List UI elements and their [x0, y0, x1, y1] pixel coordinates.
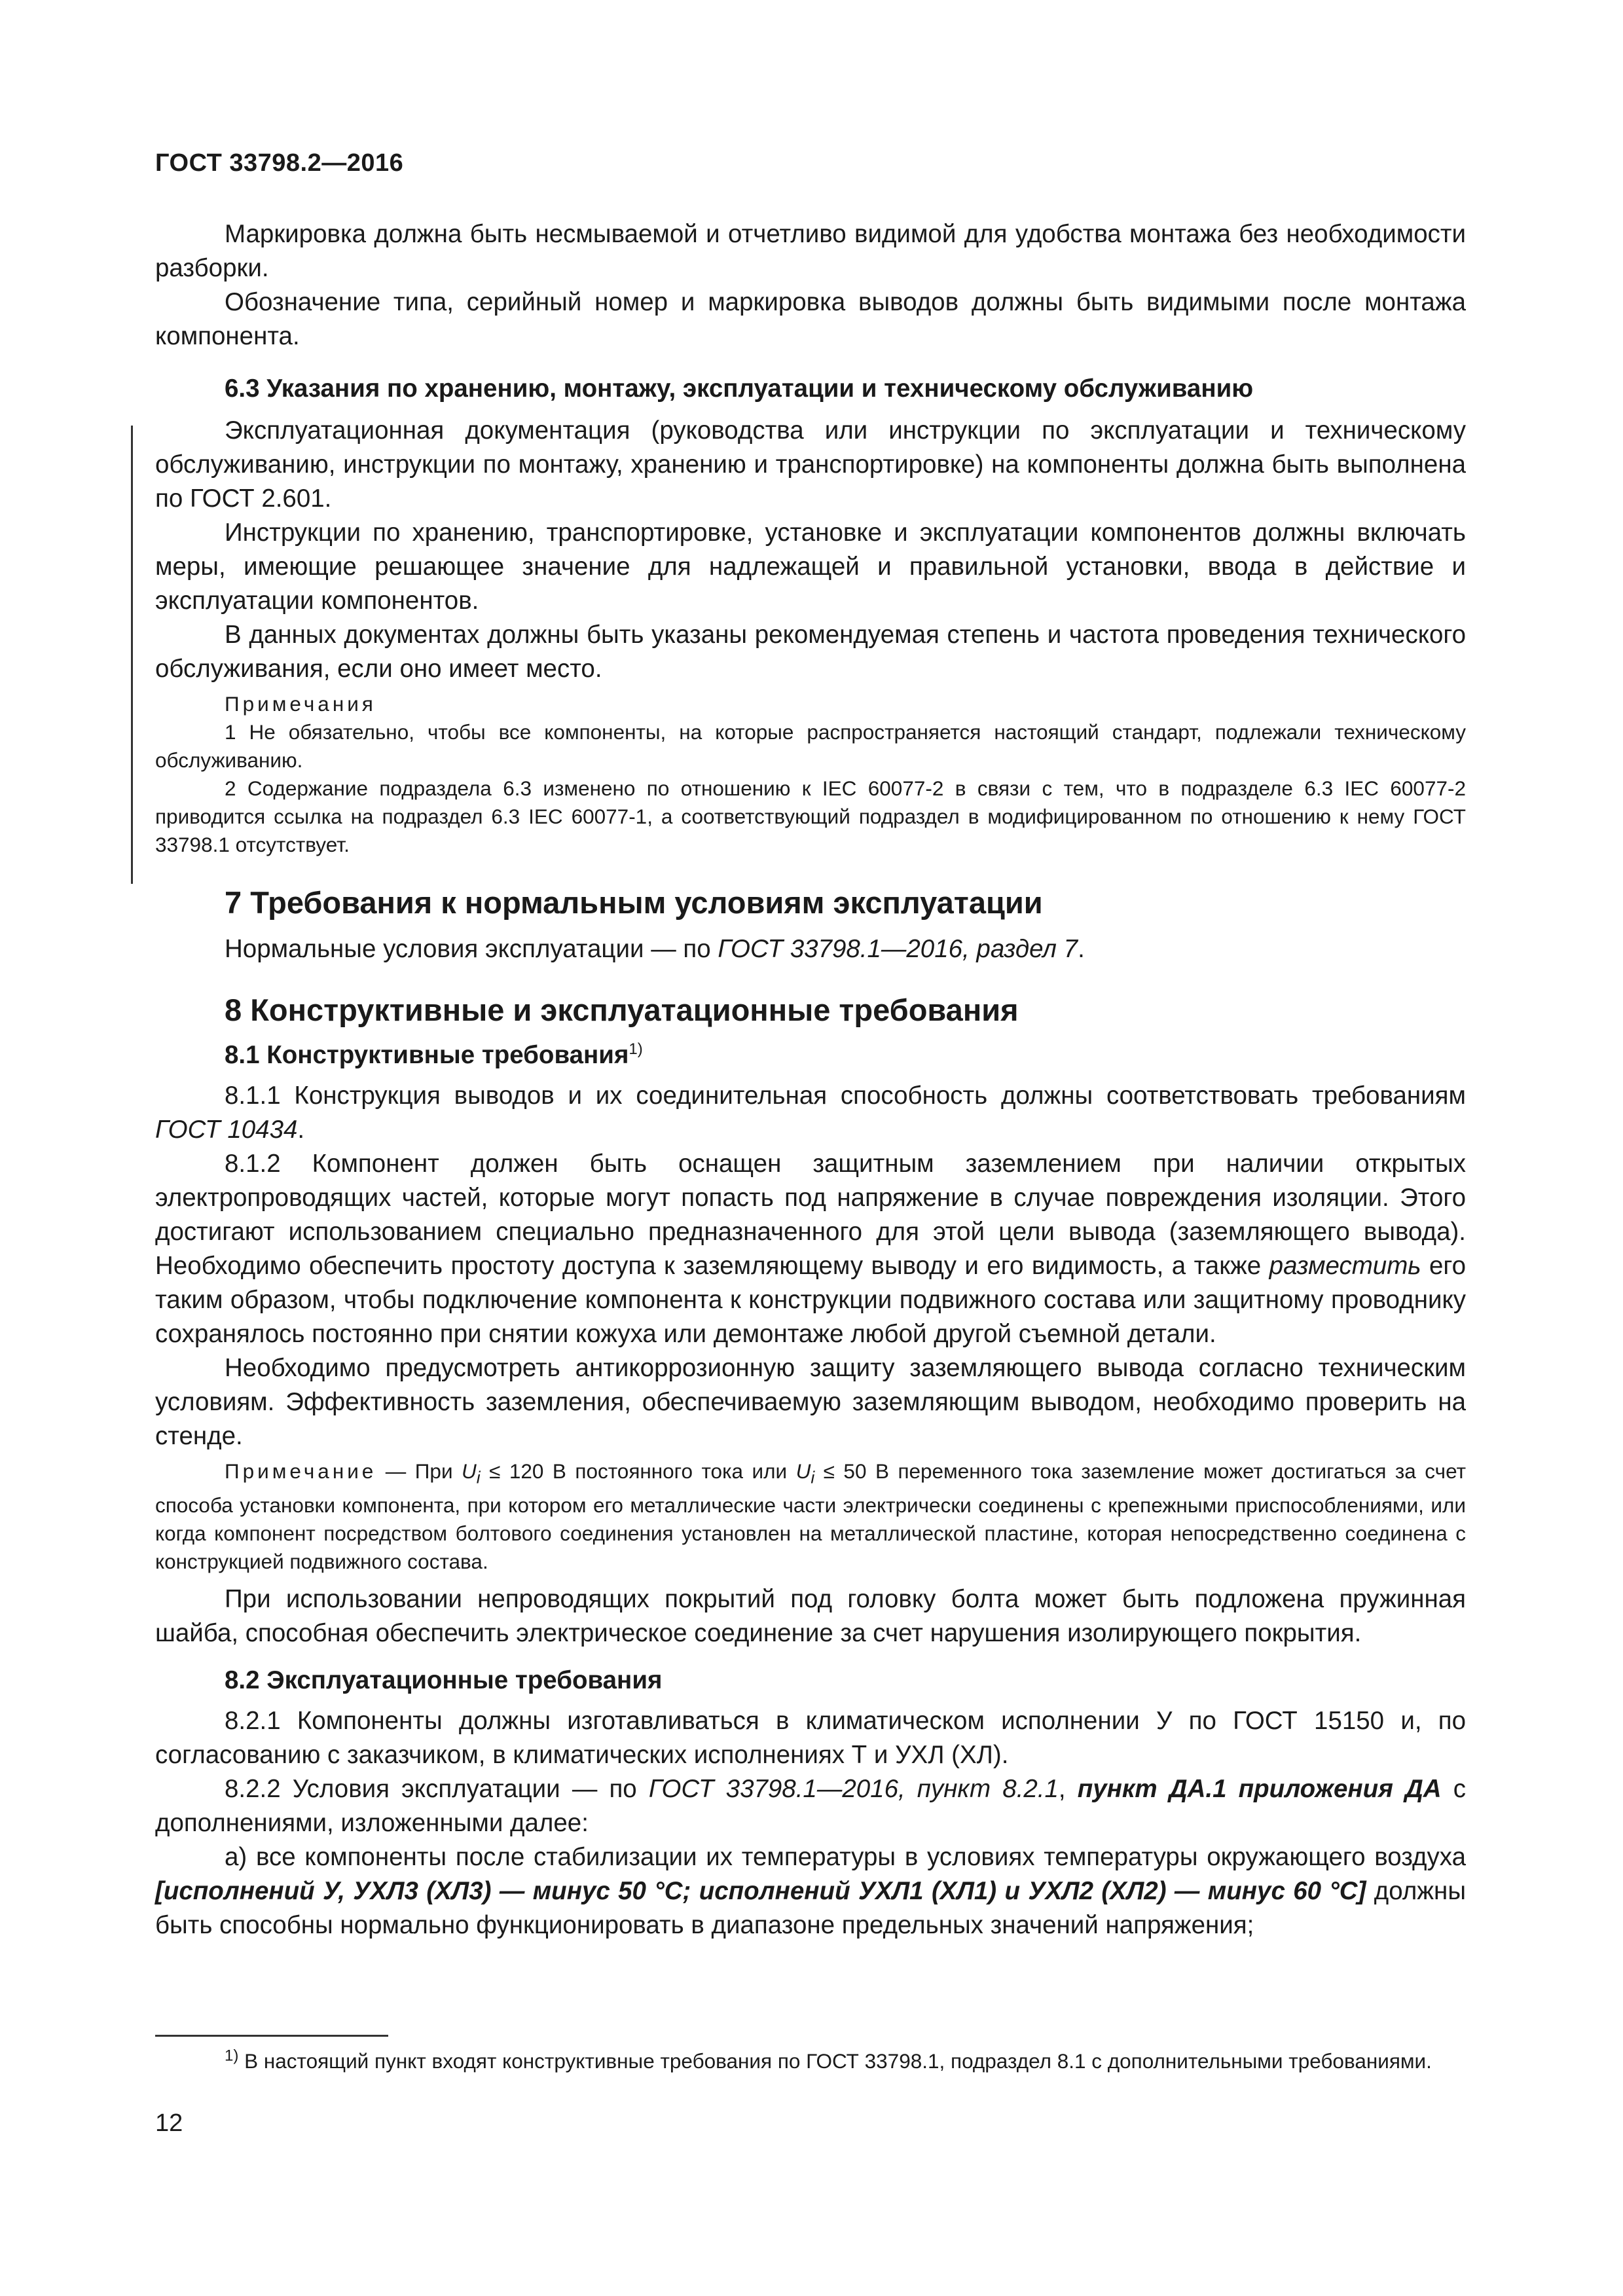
change-bar	[131, 426, 133, 884]
footnote	[155, 2047, 1466, 2075]
paragraph-marking: Маркировка должна быть несмываемой и отчетливо видимой для удобства монтажа без необходимости разборки.	[155, 220, 1466, 282]
paragraph-8-1-1-end: .	[297, 1116, 305, 1144]
page-number: 12	[155, 2109, 183, 2137]
section-8-1-title: 8.1 Конструктивные требования	[225, 1041, 629, 1069]
paragraph-8-1-2	[155, 1147, 1466, 1351]
list-item-a-text-a: а) все компоненты после стабилизации их температуры в условиях температуры окружающего воздуха	[225, 1843, 1466, 1872]
footnote-text: В настоящий пункт входят конструктивные требования по ГОСТ 33798.1, подраздел 8.1 с дополнительными требованиями.	[238, 2049, 1432, 2073]
note-2: 2 Содержание подраздела 6.3 изменено по отношению к IEC 60077-2 в связи с тем, что в подразделе 6.3 IEC 60077-2 приводится ссылка на подраздел 6.3 IEC 60077-1, а соответствующий подраздел в модифицированном по отношению к нему ГОСТ 33798.1 отсутствует.	[155, 776, 1466, 856]
section-7-text-end: .	[1078, 935, 1085, 963]
paragraph-corrosion-protection: Необходимо предусмотреть антикоррозионную защиту заземляющего вывода согласно техническим условиям. Эффективность заземления, обеспечиваемую заземляющим выводом, необходимо проверить на стенде.	[155, 1354, 1466, 1450]
section-7-reference: ГОСТ 33798.1—2016, раздел 7	[718, 935, 1078, 963]
paragraph-8-2-2-comma: ,	[1058, 1775, 1078, 1804]
list-item-a	[155, 1840, 1466, 1942]
note-grounding-text-b: ≤ 120 В постоянного тока или	[480, 1459, 796, 1483]
paragraph-8-2-2-text-e: с дополнениями, изложенными далее:	[155, 1775, 1466, 1838]
document-code-header: ГОСТ 33798.2—2016	[155, 149, 404, 177]
note-grounding-label: Примечание	[225, 1459, 377, 1483]
note-1: 1 Не обязательно, чтобы все компоненты, на которые распространяется настоящий стандарт, подлежали техническому обслуживанию.	[155, 720, 1466, 772]
paragraph-8-1-2-italic: разместить	[1269, 1252, 1421, 1280]
footnote-marker: 1)	[629, 1040, 643, 1059]
section-8-2-heading: 8.2 Эксплуатационные требования	[225, 1666, 663, 1695]
paragraph-8-1-1	[155, 1079, 1466, 1147]
section-7-text-a: Нормальные условия эксплуатации — по	[225, 935, 718, 963]
list-item-a-text-c: должны быть способны нормально функционировать в диапазоне предельных значений напряжения;	[155, 1877, 1466, 1940]
paragraph-8-1-1-reference: ГОСТ 10434	[155, 1116, 298, 1144]
section-8-heading: 8 Конструктивные и эксплуатационные требования	[225, 993, 1019, 1027]
voltage-subscript-1: i	[476, 1467, 481, 1487]
paragraph-8-1-1-text: 8.1.1 Конструкция выводов и их соединительная способность должны соответствовать требованиям	[225, 1082, 1466, 1110]
paragraph-8-2-2-reference: ГОСТ 33798.1—2016, пункт 8.2.1	[648, 1775, 1059, 1804]
paragraph-spring-washer: При использовании непроводящих покрытий под головку болта может быть подложена пружинная шайба, способная обеспечить электрическое соединение за счет нарушения изолирующего покрытия.	[155, 1585, 1466, 1648]
footnote-number: 1)	[225, 2047, 239, 2065]
paragraph-8-2-2-text-a: 8.2.2 Условия эксплуатации — по	[225, 1775, 649, 1804]
note-grounding	[155, 1457, 1466, 1576]
section-6-3-heading: 6.3 Указания по хранению, монтажу, эксплуатации и техническому обслуживанию	[225, 374, 1254, 403]
voltage-symbol-1: U	[462, 1459, 477, 1483]
section-7-heading: 7 Требования к нормальным условиям эксплуатации	[225, 885, 1043, 920]
paragraph-storage-instructions: Инструкции по хранению, транспортировке, установке и эксплуатации компонентов должны включать меры, имеющие решающее значение для надлежащей и правильной установки, ввода в действие и эксплуатации компонентов.	[155, 519, 1466, 615]
paragraph-8-2-1: 8.2.1 Компоненты должны изготавливаться в климатическом исполнении У по ГОСТ 15150 и, по согласованию с заказчиком, в климатических исполнениях Т и УХЛ (ХЛ).	[155, 1707, 1466, 1770]
note-grounding-text-a: — При	[376, 1459, 462, 1483]
note-grounding-text-c: ≤ 50 В переменного тока заземление может достигаться за счет способа установки компонента, при котором его металлические части электрически соединены с крепежными приспособлениями, или когда компонент посредством болтового соединения установлен на металлической пластине, которая непосредственно соединена с конструкцией подвижного состава.	[155, 1459, 1466, 1574]
footnote-divider	[155, 2035, 388, 2037]
paragraph-8-2-2	[155, 1772, 1466, 1840]
paragraph-type-designation: Обозначение типа, серийный номер и маркировка выводов должны быть видимыми после монтажа компонента.	[155, 288, 1466, 350]
voltage-symbol-2: U	[795, 1459, 811, 1483]
section-8-1-heading	[155, 1038, 1466, 1072]
paragraph-8-1-2-text-c: его таким образом, чтобы подключение компонента к конструкции подвижного состава или защитному проводнику сохранялось постоянно при снятии кожуха или демонтаже любой другой съемной детали.	[155, 1252, 1466, 1348]
section-7-text	[155, 932, 1466, 966]
page-body	[155, 217, 1466, 1942]
list-item-a-temperatures: [исполнений У, УХЛ3 (ХЛ3) — минус 50 °С; исполнений УХЛ1 (ХЛ1) и УХЛ2 (ХЛ2) — минус 60 °С]	[155, 1877, 1366, 1906]
notes-label: Примечания	[225, 692, 376, 716]
paragraph-8-2-2-bold-reference: пункт ДА.1 приложения ДА	[1077, 1775, 1442, 1804]
paragraph-operational-docs: Эксплуатационная документация (руководства или инструкции по эксплуатации и техническому обслуживанию, инструкции по монтажу, хранению и транспортировке) на компоненты должна быть выполнена по ГОСТ 2.601.	[155, 416, 1466, 513]
voltage-subscript-2: i	[811, 1467, 815, 1487]
paragraph-8-1-2-text-a: 8.1.2 Компонент должен быть оснащен защитным заземлением при наличии открытых электропроводящих частей, которые могут попасть под напряжение в случае повреждения изоляции. Этого достигают использованием специально предназначенного для этой цели вывода (заземляющего вывода). Необходимо обеспечить простоту доступа к заземляющему выводу и его видимость, а также	[155, 1150, 1466, 1280]
paragraph-maintenance: В данных документах должны быть указаны рекомендуемая степень и частота проведения технического обслуживания, если оно имеет место.	[155, 621, 1466, 683]
